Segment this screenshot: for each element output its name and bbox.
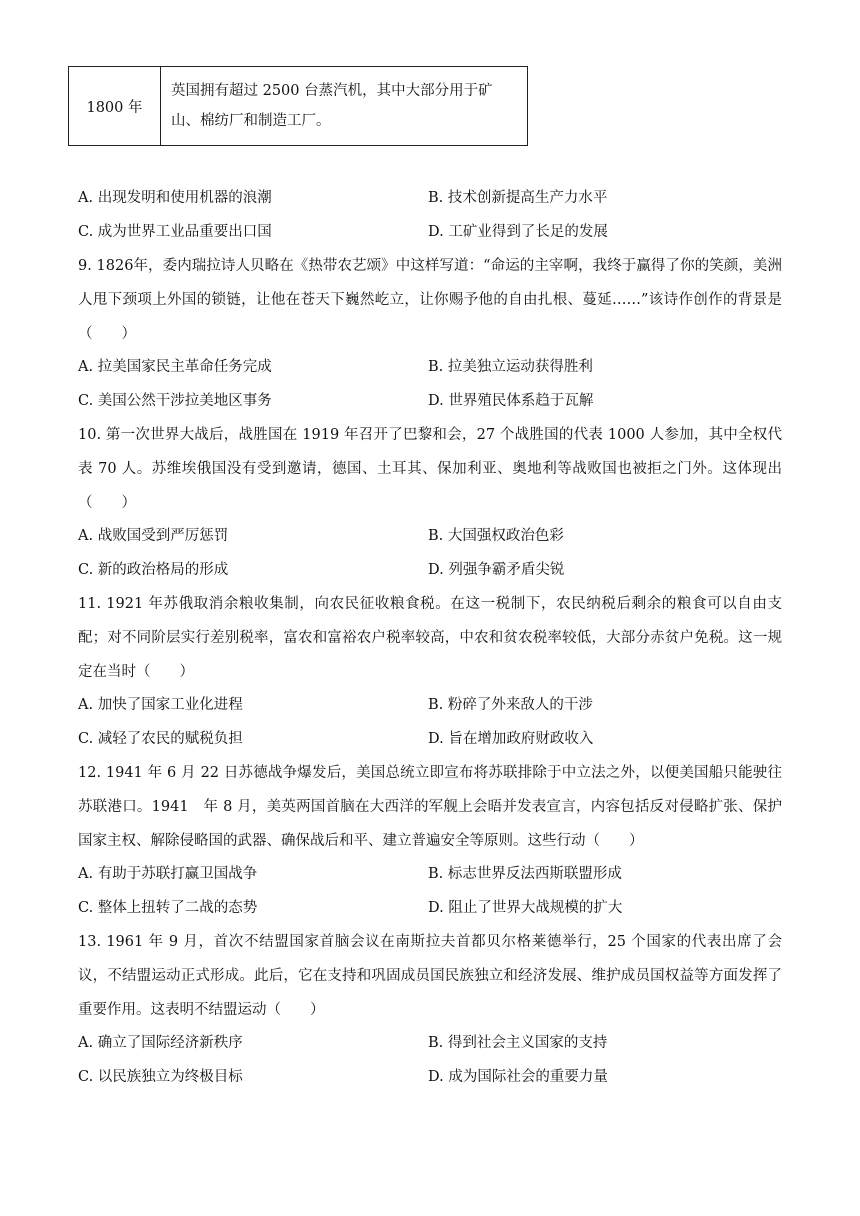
q13-options-row-1	[78, 1026, 782, 1060]
q11-option-b[interactable]: B. 粉碎了外来敌人的干涉	[428, 697, 593, 713]
table-text-cell: 英国拥有超过 2500 台蒸汽机，其中大部分用于矿山、棉纺厂和制造工厂。	[161, 67, 528, 146]
q10-stem: 10. 第一次世界大战后，战胜国在 1919 年召开了巴黎和会，27 个战胜国的代表 1000 人参加，其中全权代表 70 人。苏维埃俄国没有受到邀请，德国、土耳其、保加利亚、奥地利等战败国也被拒之门外。这体现出（ ）	[78, 427, 782, 511]
q10-options-row-2	[78, 553, 782, 587]
q8-option-b[interactable]: B. 技术创新提高生产力水平	[428, 190, 608, 206]
q13-options-row-2	[78, 1060, 782, 1094]
steam-engine-table	[68, 66, 528, 146]
q13-option-a[interactable]: A. 确立了国际经济新秩序	[78, 1035, 243, 1051]
q11-option-c[interactable]: C. 减轻了农民的赋税负担	[78, 731, 243, 747]
q8-options-row-1	[78, 181, 782, 215]
q8-option-a[interactable]: A. 出现发明和使用机器的浪潮	[78, 190, 272, 206]
q9-option-c[interactable]: C. 美国公然干涉拉美地区事务	[78, 393, 272, 409]
q11-options-row-1	[78, 688, 782, 722]
q10-option-a[interactable]: A. 战败国受到严厉惩罚	[78, 528, 229, 544]
q8-option-c[interactable]: C. 成为世界工业品重要出口国	[78, 224, 272, 240]
q10-option-c[interactable]: C. 新的政治格局的形成	[78, 562, 229, 578]
q12-stem: 12. 1941 年 6 月 22 日苏德战争爆发后，美国总统立即宣布将苏联排除于中立法之外，以便美国船只能驶往苏联港口。1941 年 8 月，美英两国首脑在大西洋的军舰上会晤并发表宣言，内容包括反对侵略扩张、保护国家主权、解除侵略国的武器、确保战后和平、建立普遍安全等原则。这些行动（ ）	[78, 765, 782, 849]
q12-option-b[interactable]: B. 标志世界反法西斯联盟形成	[428, 866, 622, 882]
q9-options-row-2	[78, 384, 782, 418]
table-year-cell: 1800 年	[69, 67, 161, 146]
q8-option-d[interactable]: D. 工矿业得到了长足的发展	[428, 224, 608, 240]
q13-option-d[interactable]: D. 成为国际社会的重要力量	[428, 1069, 608, 1085]
q12-option-c[interactable]: C. 整体上扭转了二战的态势	[78, 900, 258, 916]
q12-option-a[interactable]: A. 有助于苏联打赢卫国战争	[78, 866, 258, 882]
q9-option-a[interactable]: A. 拉美国家民主革命任务完成	[78, 359, 272, 375]
q13-option-b[interactable]: B. 得到社会主义国家的支持	[428, 1035, 608, 1051]
q8-options-row-2	[78, 215, 782, 249]
q9-options-row-1	[78, 350, 782, 384]
q9-stem: 9. 1826年，委内瑞拉诗人贝略在《热带农艺颂》中这样写道：“命运的主宰啊，我终于赢得了你的笑颜，美洲人甩下颈项上外国的锁链，让他在苍天下巍然屹立，让你赐予他的自由扎根、蔓延……”该诗作创作的背景是（ ）	[78, 258, 782, 342]
q10-options-row-1	[78, 519, 782, 553]
q12-option-d[interactable]: D. 阻止了世界大战规模的扩大	[428, 900, 623, 916]
q12-options-row-2	[78, 891, 782, 925]
q11-stem: 11. 1921 年苏俄取消余粮收集制，向农民征收粮食税。在这一税制下，农民纳税后剩余的粮食可以自由支配；对不同阶层实行差别税率，富农和富裕农户税率较高，中农和贫农税率较低，大部分赤贫户免税。这一规定在当时（ ）	[78, 596, 782, 680]
q13-stem: 13. 1961 年 9 月，首次不结盟国家首脑会议在南斯拉夫首都贝尔格莱德举行，25 个国家的代表出席了会议，不结盟运动正式形成。此后，它在支持和巩固成员国民族独立和经济发展、维护成员国权益等方面发挥了重要作用。这表明不结盟运动（ ）	[78, 934, 782, 1018]
table-row	[69, 67, 528, 146]
q11-option-d[interactable]: D. 旨在增加政府财政收入	[428, 731, 594, 747]
q11-options-row-2	[78, 722, 782, 756]
q13-option-c[interactable]: C. 以民族独立为终极目标	[78, 1069, 243, 1085]
q10-option-d[interactable]: D. 列强争霸矛盾尖锐	[428, 562, 565, 578]
q12-options-row-1	[78, 857, 782, 891]
q11-option-a[interactable]: A. 加快了国家工业化进程	[78, 697, 243, 713]
q10-option-b[interactable]: B. 大国强权政治色彩	[428, 528, 564, 544]
q9-option-b[interactable]: B. 拉美独立运动获得胜利	[428, 359, 593, 375]
q9-option-d[interactable]: D. 世界殖民体系趋于瓦解	[428, 393, 594, 409]
